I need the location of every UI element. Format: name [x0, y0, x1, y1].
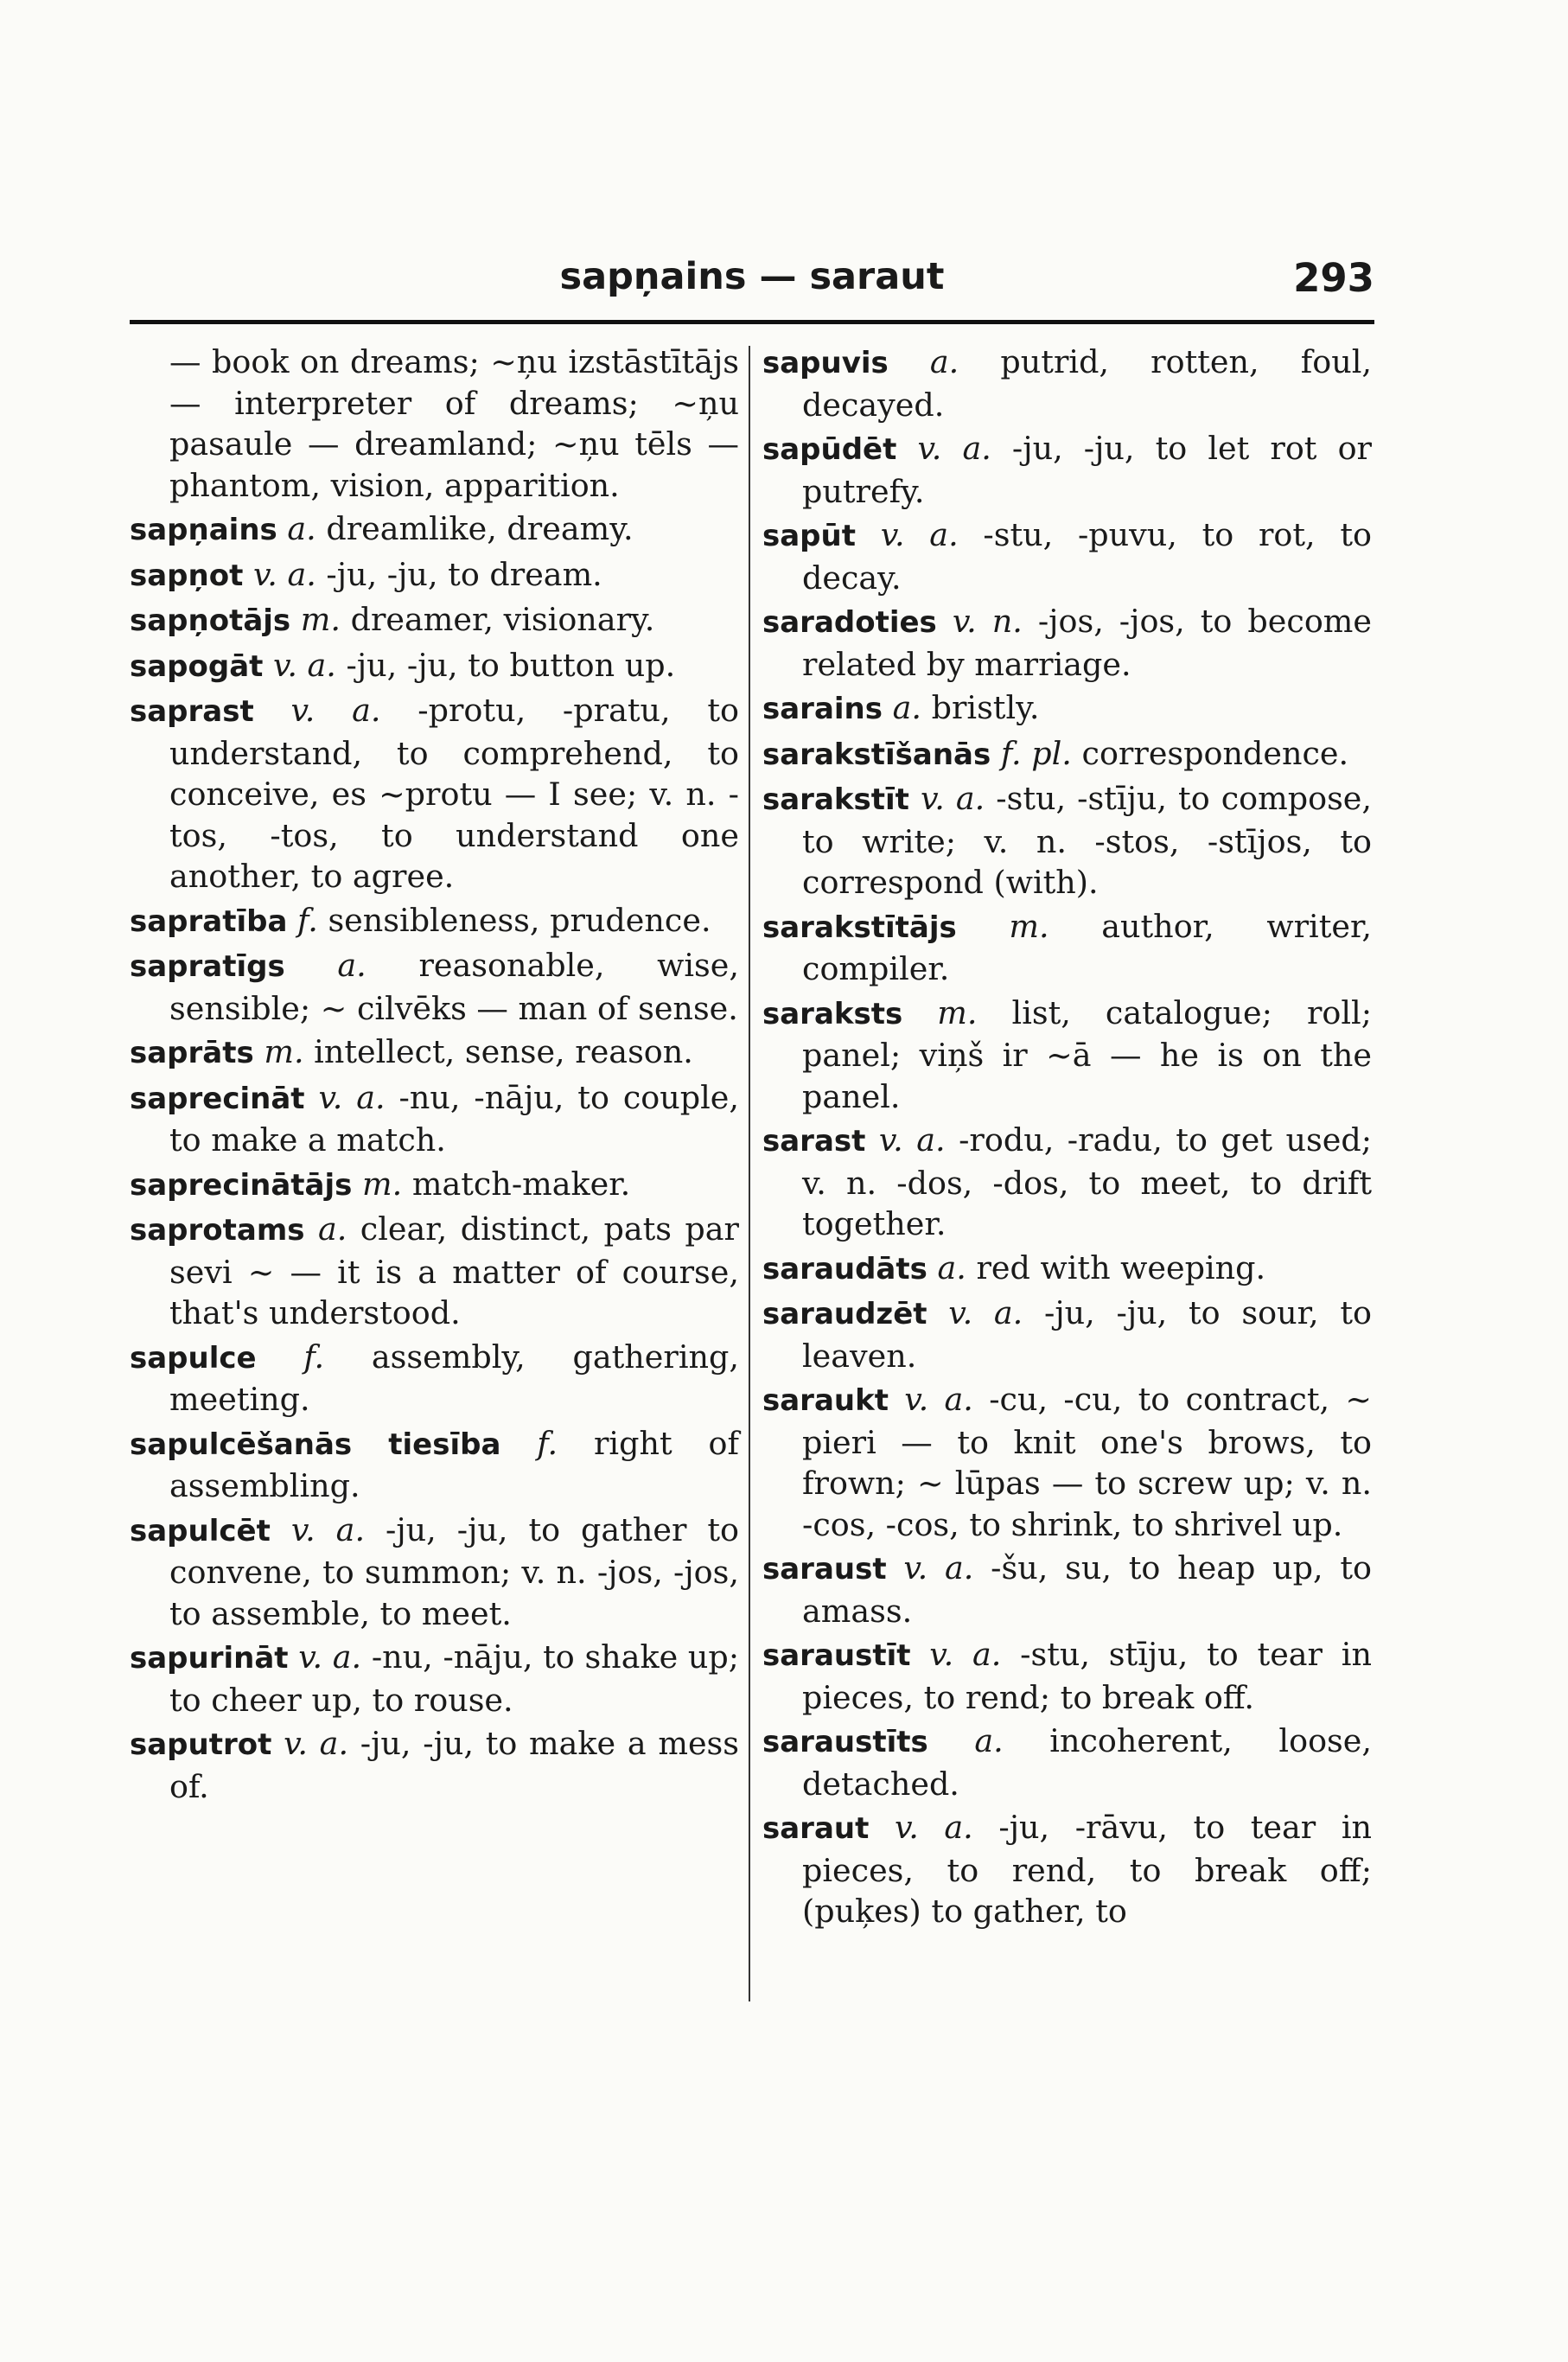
entry-headword: sarains	[762, 692, 883, 726]
entry-headword: saraudāts	[762, 1251, 927, 1286]
entry-definition: -rodu, -radu, to get used; v. n. -dos, -dos, to meet, to drift together.	[802, 1121, 1373, 1242]
entry-definition: author, writer, compiler.	[802, 907, 1373, 987]
running-title: sapņains — saraut	[559, 255, 945, 298]
dictionary-entry	[130, 1164, 739, 1207]
entry-grammar: m.	[362, 1165, 403, 1203]
entry-definition: clear, distinct, pats par sevi ~ — it is a matter of course, that's understood.	[169, 1210, 739, 1331]
entry-headword: saraksts	[762, 996, 903, 1031]
entry-grammar: f.	[537, 1424, 558, 1462]
entry-definition: -ju, -rāvu, to tear in pieces, to rend, to break off; (puķes) to gather, to	[802, 1809, 1372, 1930]
entry-headword: saprast	[130, 694, 254, 729]
dictionary-entry	[130, 508, 739, 552]
right-column	[762, 342, 1372, 1935]
entry-headword: sapūt	[762, 519, 856, 553]
entry-definition: right of assembling.	[169, 1424, 739, 1504]
dictionary-entry	[130, 1637, 739, 1720]
entry-grammar: m.	[300, 601, 341, 638]
entry-definition: incoherent, loose, detached.	[802, 1722, 1372, 1803]
entry-grammar: v. a.	[290, 1510, 366, 1548]
dictionary-entry	[130, 945, 739, 1029]
entry-grammar: v. n.	[952, 603, 1023, 640]
entry-definition: sensibleness, prudence.	[328, 901, 711, 939]
entry-definition: -ju, -ju, to let rot or putrefy.	[802, 430, 1372, 510]
entry-grammar: a.	[892, 689, 921, 726]
entry-grammar: a.	[287, 510, 316, 547]
dictionary-entry	[762, 1120, 1372, 1245]
dictionary-entry	[762, 342, 1372, 425]
entry-definition: -ju, -ju, to button up.	[346, 646, 676, 684]
entry-definition: -stu, stīju, to tear in pieces, to rend; to break off.	[802, 1636, 1372, 1716]
entry-definition: -ju, -ju, to sour, to leaven.	[802, 1294, 1373, 1375]
dictionary-entry	[762, 1807, 1372, 1932]
entry-headword: saraust	[762, 1552, 887, 1586]
entry-definition: -ju, -ju, to make a mess of.	[169, 1725, 740, 1805]
entry-definition: -stu, -stīju, to compose, to write; v. n. -stos, -stījos, to correspond (with).	[802, 780, 1373, 901]
dictionary-entry	[762, 1293, 1372, 1376]
entry-grammar: a.	[337, 947, 367, 984]
dictionary-entry	[130, 599, 739, 642]
entry-definition: putrid, rotten, foul, decayed.	[802, 343, 1372, 424]
entry-definition: -šu, su, to heap up, to amass.	[802, 1549, 1372, 1630]
entry-grammar: f. pl.	[1000, 734, 1072, 772]
entry-headword: sapņot	[130, 558, 244, 593]
entry-grammar: v. a.	[273, 646, 336, 684]
entry-headword: saraudzēt	[762, 1297, 927, 1331]
entry-headword: sapratība	[130, 903, 288, 939]
entry-headword: sapratīgs	[130, 949, 285, 984]
entry-grammar: a.	[317, 1210, 347, 1248]
dictionary-entry	[130, 1337, 739, 1420]
entry-headword: saradoties	[762, 605, 937, 640]
entry-definition: bristly.	[931, 689, 1040, 726]
entry-grammar: f.	[303, 1337, 325, 1376]
entry-headword: sapulce	[130, 1340, 257, 1376]
entry-headword: saputrot	[130, 1727, 272, 1762]
entry-definition: dreamer, visionary.	[350, 601, 655, 638]
dictionary-entry	[762, 687, 1372, 731]
entry-grammar: a.	[937, 1248, 966, 1286]
dictionary-entry	[130, 554, 739, 597]
dictionary-entry	[762, 514, 1372, 598]
entry-headword: sapulcēšanās tiesība	[130, 1427, 501, 1462]
entry-grammar: v. a.	[880, 516, 959, 553]
entry-grammar: f.	[297, 901, 318, 939]
entry-headword: sarakstīt	[762, 782, 909, 817]
entry-definition: -ju, -ju, to dream.	[326, 555, 602, 593]
entry-definition: -nu, -nāju, to shake up; to cheer up, to rouse.	[169, 1638, 740, 1719]
entry-headword: sapūdēt	[762, 432, 897, 467]
dictionary-entry	[130, 1031, 739, 1075]
entry-headword: saraustīt	[762, 1638, 911, 1673]
entry-definition: match-maker.	[411, 1165, 631, 1203]
entry-headword: sapurināt	[130, 1641, 289, 1676]
entry-headword: saraukt	[762, 1383, 889, 1418]
entry-definition: reasonable, wise, sensible; ~ cilvēks — man of sense.	[169, 947, 739, 1027]
entry-headword: saprecināt	[130, 1081, 305, 1116]
entry-headword: saprāts	[130, 1036, 254, 1070]
entry-headword: sapņotājs	[130, 603, 291, 638]
dictionary-entry	[130, 1077, 739, 1161]
entry-definition: -jos, -jos, to become related by marriage.	[802, 603, 1373, 683]
entry-headword: saraut	[762, 1811, 870, 1846]
entry-definition: intellect, sense, reason.	[314, 1033, 693, 1070]
dictionary-entry	[130, 1423, 739, 1507]
entry-definition: correspondence.	[1081, 734, 1349, 772]
entry-definition: -nu, -nāju, to couple, to make a match.	[169, 1078, 740, 1159]
dictionary-entry	[762, 428, 1372, 512]
dictionary-entry	[762, 778, 1372, 903]
entry-definition: assembly, gathering, meeting.	[169, 1337, 739, 1418]
dictionary-entry	[762, 1548, 1372, 1631]
entry-grammar: v. a.	[298, 1638, 362, 1676]
entry-headword: sapulcēt	[130, 1513, 271, 1548]
entry-grammar: v. a.	[318, 1078, 386, 1116]
entry-headword: saprotams	[130, 1213, 305, 1248]
running-head	[130, 255, 1374, 316]
dictionary-entry	[762, 1634, 1372, 1718]
dictionary-entry	[130, 645, 739, 688]
dictionary-entry	[130, 1510, 739, 1635]
entry-headword: sarakstītājs	[762, 910, 957, 945]
entry-grammar: v. a.	[894, 1809, 973, 1846]
entry-headword: sapogāt	[130, 648, 264, 684]
dictionary-entry	[762, 1248, 1372, 1291]
entry-grammar: v. a.	[903, 1549, 974, 1586]
entry-grammar: a.	[929, 343, 959, 380]
entry-grammar: a.	[974, 1722, 1004, 1759]
dictionary-entry	[762, 1720, 1372, 1804]
entry-headword: sarakstīšanās	[762, 737, 991, 772]
entry-grammar: m.	[1009, 907, 1049, 945]
dictionary-entry	[762, 1379, 1372, 1545]
page-number: 293	[1293, 255, 1374, 301]
entry-definition: -protu, -pratu, to understand, to comprehend, to conceive, es ~protu — I see; v. n. -tos, -tos, to understand one another, to agree.	[169, 692, 740, 895]
column-divider	[749, 346, 750, 2001]
dictionary-entry	[762, 993, 1372, 1118]
entry-definition: list, catalogue; roll; panel; viņš ir ~ā — he is on the panel.	[802, 993, 1373, 1115]
entry-headword: saraustīts	[762, 1725, 928, 1759]
entry-grammar: v. a.	[920, 780, 985, 817]
left-column	[130, 342, 739, 1810]
entry-grammar: v. a.	[284, 1725, 349, 1762]
entry-grammar: m.	[937, 993, 978, 1031]
entry-grammar: v. a.	[290, 692, 381, 729]
dictionary-entry	[130, 1723, 739, 1807]
entry-headword: sapņains	[130, 513, 277, 547]
dictionary-entry	[762, 906, 1372, 990]
dictionary-entry	[130, 1209, 739, 1334]
entry-grammar: v. a.	[878, 1121, 946, 1159]
entry-grammar: v. a.	[917, 430, 991, 467]
entry-definition: -cu, -cu, to contract, ~ pieri — to knit one's brows, to frown; ~ lūpas — to screw up; v. n. -cos, -cos, to shrink, to shrivel up.	[802, 1381, 1372, 1543]
entry-headword: saprecinātājs	[130, 1167, 353, 1203]
entry-definition: -stu, -puvu, to rot, to decay.	[802, 516, 1372, 597]
dictionary-entry	[130, 900, 739, 943]
header-rule	[130, 320, 1374, 324]
entry-headword: sarast	[762, 1124, 866, 1159]
entry-definition: — book on dreams; ~ņu izstāstītājs — interpreter of dreams; ~ņu pasaule — dreamland; ~ņu tēls — phantom, vision, apparition.	[169, 343, 739, 504]
dictionary-entry	[762, 601, 1372, 685]
entry-definition: dreamlike, dreamy.	[326, 510, 634, 547]
dictionary-entry	[762, 733, 1372, 776]
entry-definition: -ju, -ju, to gather to convene, to summon; v. n. -jos, -jos, to assemble, to meet.	[169, 1510, 739, 1632]
entry-grammar: v. a.	[929, 1636, 1002, 1673]
entry-grammar: v. a.	[904, 1381, 973, 1418]
entry-definition: red with weeping.	[976, 1248, 1266, 1286]
dictionary-entry	[130, 690, 739, 897]
entry-grammar: v. a.	[948, 1294, 1023, 1331]
entry-grammar: v. a.	[252, 555, 316, 593]
entry-grammar: m.	[264, 1033, 304, 1070]
entry-headword: sapuvis	[762, 346, 889, 380]
dictionary-entry	[130, 342, 739, 506]
